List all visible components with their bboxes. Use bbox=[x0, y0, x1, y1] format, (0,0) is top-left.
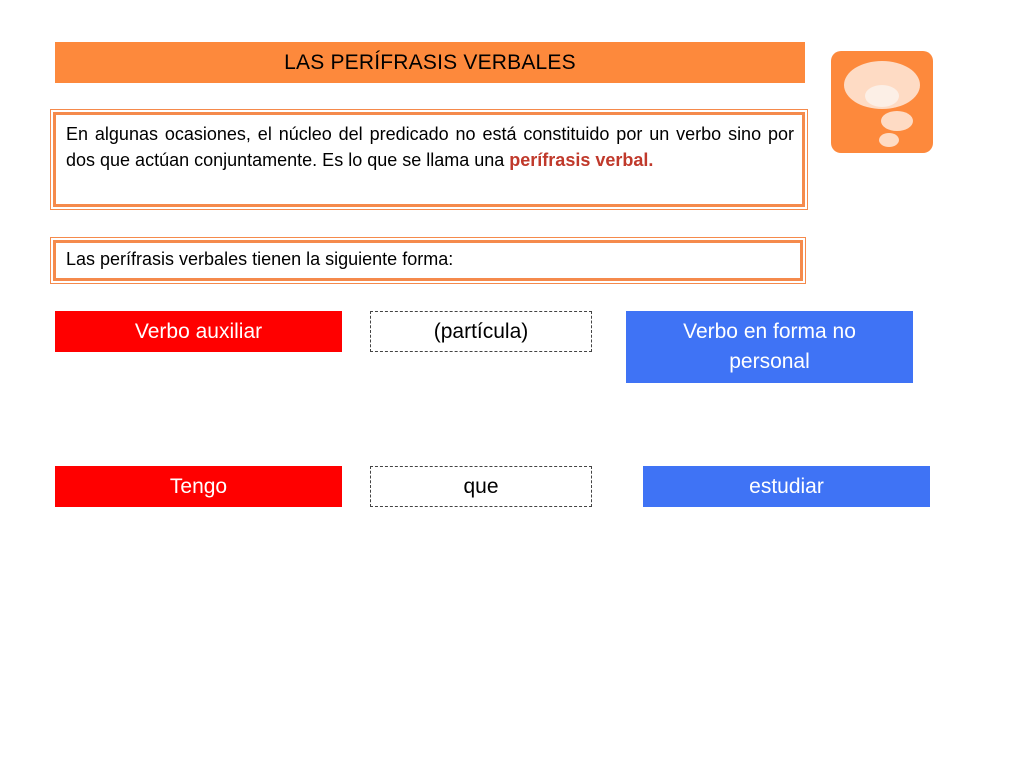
form-intro-box bbox=[53, 240, 803, 281]
auxiliary-verb-box bbox=[55, 311, 342, 352]
nonpersonal-verb-label: Verbo en forma no personal bbox=[683, 320, 856, 373]
intro-highlight: perífrasis verbal. bbox=[509, 150, 654, 170]
example-auxiliary-box bbox=[55, 466, 342, 507]
page-title bbox=[55, 42, 805, 83]
example-nonpersonal-label: estudiar bbox=[749, 474, 824, 498]
thought-bubble-icon bbox=[831, 51, 933, 153]
form-intro-text: Las perífrasis verbales tienen la siguiente forma: bbox=[66, 249, 454, 269]
intro-text-box bbox=[53, 112, 805, 207]
example-particle-box bbox=[370, 466, 592, 507]
page-title-text: LAS PERÍFRASIS VERBALES bbox=[284, 50, 576, 74]
intro-text: En algunas ocasiones, el núcleo del predicado no está constituido por un verbo sino por dos que actúan conjuntamente. Es lo que se llama una bbox=[66, 124, 794, 170]
example-auxiliary-label: Tengo bbox=[169, 474, 228, 498]
nonpersonal-verb-box bbox=[626, 311, 913, 383]
example-nonpersonal-box bbox=[643, 466, 930, 507]
particle-label: (partícula) bbox=[433, 319, 529, 343]
auxiliary-verb-label: Verbo auxiliar bbox=[134, 319, 263, 343]
particle-box bbox=[370, 311, 592, 352]
example-particle-label: que bbox=[463, 474, 499, 498]
